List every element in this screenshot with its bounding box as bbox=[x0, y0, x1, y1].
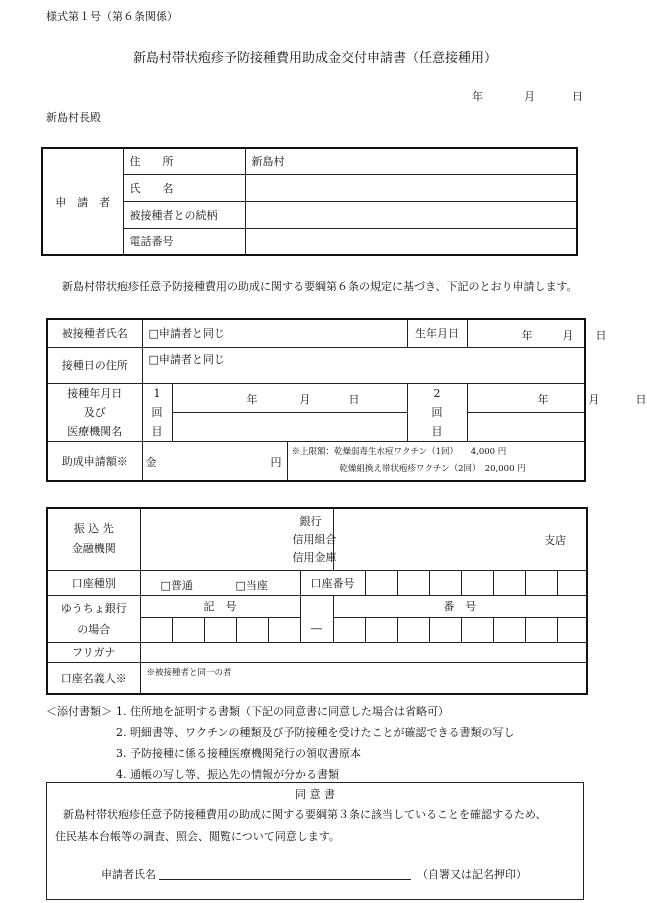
same-as-applicant-checkbox-2[interactable]: □申請者と同じ bbox=[148, 352, 225, 366]
dose-2-institution-field[interactable] bbox=[467, 412, 585, 441]
furigana-label: フリガナ bbox=[47, 642, 140, 662]
attachments-label: ＜添付書類＞ bbox=[46, 705, 112, 718]
symbol-digit-2[interactable] bbox=[172, 617, 204, 642]
vaccination-address-field[interactable] bbox=[142, 347, 585, 383]
number-digit-8[interactable] bbox=[557, 617, 587, 642]
attachment-item-2: 2. 明細書等、ワクチンの種類及び予防接種を受けたことが確認できる書類の写し bbox=[116, 726, 515, 739]
date-institution-label bbox=[47, 383, 142, 441]
holder-label: 口座名義人※ bbox=[47, 662, 140, 694]
phone-field[interactable] bbox=[245, 228, 577, 255]
amount-label: 助成申請額※ bbox=[47, 441, 142, 481]
amount-field[interactable] bbox=[142, 441, 287, 481]
account-digit-6[interactable] bbox=[525, 570, 557, 595]
date-institution-label-1: 接種年月日 bbox=[67, 386, 123, 400]
dose-1-institution-field[interactable] bbox=[172, 412, 407, 441]
dose-1-me: 目 bbox=[151, 424, 163, 438]
dose-2-label bbox=[407, 383, 467, 441]
phone-label: 電話番号 bbox=[123, 228, 245, 255]
applicant-table bbox=[41, 147, 578, 256]
applicant-section-label: 申 請 者 bbox=[42, 148, 123, 255]
symbol-digit-4[interactable] bbox=[236, 617, 268, 642]
bank-label-2: 金融機関 bbox=[71, 542, 116, 556]
yucho-label bbox=[47, 595, 140, 642]
signer-name-field[interactable] bbox=[159, 879, 411, 880]
address-field[interactable]: 新島村 bbox=[245, 148, 577, 174]
account-type-field bbox=[140, 570, 300, 595]
number-digit-1[interactable] bbox=[333, 617, 365, 642]
date-month: 月 bbox=[524, 90, 535, 103]
symbol-digit-3[interactable] bbox=[204, 617, 236, 642]
date-year: 年 bbox=[472, 90, 483, 103]
date-institution-label-3: 医療機関名 bbox=[67, 424, 123, 438]
addressee: 新島村長殿 bbox=[46, 111, 101, 124]
number-digit-4[interactable] bbox=[429, 617, 461, 642]
number-digit-2[interactable] bbox=[365, 617, 397, 642]
page-title: 新島村帯状疱疹予防接種費用助成金交付申請書（任意接種用） bbox=[132, 51, 497, 66]
account-digit-1[interactable] bbox=[365, 570, 397, 595]
birth-month: 月 bbox=[562, 329, 574, 342]
branch-field[interactable] bbox=[333, 508, 587, 570]
amount-suffix: 円 bbox=[270, 455, 282, 469]
relation-field[interactable] bbox=[245, 201, 577, 228]
form-number: 様式第１号（第６条関係） bbox=[46, 10, 178, 23]
dose-1-day: 日 bbox=[348, 392, 360, 406]
same-as-applicant-checkbox[interactable]: □申請者と同じ bbox=[148, 327, 225, 341]
patient-name-field[interactable] bbox=[142, 319, 407, 347]
statement-text: 新島村帯状疱疹任意予防接種費用の助成に関する要綱第６条の規定に基づき、下記のとおり申請します。 bbox=[62, 280, 578, 293]
consent-text-2: 住民基本台帳等の調査、照会、閲覧について同意します。 bbox=[55, 830, 340, 843]
consent-text-1: 新島村帯状疱疹任意予防接種費用の助成に関する要綱第３条に該当していることを確認するため、 bbox=[63, 808, 547, 821]
bank-type-credit-bank: 信用金庫 bbox=[292, 551, 337, 564]
name-label: 氏 名 bbox=[123, 174, 245, 201]
ordinary-checkbox[interactable]: □普通 bbox=[160, 578, 193, 592]
vaccination-table bbox=[46, 318, 647, 482]
dose-2-year: 年 bbox=[537, 392, 549, 406]
number-label: 番 号 bbox=[333, 595, 587, 617]
birth-date-label: 生年月日 bbox=[407, 319, 467, 347]
account-digit-2[interactable] bbox=[397, 570, 429, 595]
bank-types bbox=[293, 513, 337, 567]
dose-2-date-field[interactable] bbox=[467, 383, 647, 412]
account-digit-3[interactable] bbox=[429, 570, 461, 595]
sign-note: （自署又は記名押印） bbox=[417, 868, 527, 881]
furigana-field[interactable] bbox=[140, 642, 587, 662]
date-institution-label-2: 及び bbox=[83, 405, 106, 419]
dose-2-kai: 回 bbox=[431, 405, 443, 419]
symbol-digit-1[interactable] bbox=[140, 617, 172, 642]
dose-2-num: 2 bbox=[433, 386, 441, 400]
account-type-label: 口座種別 bbox=[47, 570, 140, 595]
signer-label: 申請者氏名 bbox=[101, 868, 156, 881]
vaccination-address-label: 接種日の住所 bbox=[47, 347, 142, 383]
account-digit-5[interactable] bbox=[493, 570, 525, 595]
limit-note bbox=[287, 441, 585, 481]
amount-prefix: 金 bbox=[145, 455, 157, 469]
birth-date-field[interactable] bbox=[467, 319, 607, 347]
symbol-label: 記 号 bbox=[140, 595, 300, 617]
dose-1-month: 月 bbox=[299, 392, 311, 406]
bank-type-credit-union: 信用組合 bbox=[292, 533, 337, 546]
account-digit-4[interactable] bbox=[461, 570, 493, 595]
limit-line-1: ※上限額：乾燥弱毒生水痘ワクチン（1回） 4,000 円 bbox=[291, 446, 507, 457]
date-day: 日 bbox=[572, 90, 583, 103]
attachment-item-1: 1. 住所地を証明する書類（下記の同意書に同意した場合は省略可） bbox=[116, 705, 449, 718]
number-digit-6[interactable] bbox=[493, 617, 525, 642]
limit-line-2: 乾燥組換え帯状疱疹ワクチン（2回） 20,000 円 bbox=[339, 463, 526, 474]
patient-name-label: 被接種者氏名 bbox=[47, 319, 142, 347]
relation-label: 被接種者との続柄 bbox=[123, 201, 245, 228]
bank-name-field[interactable] bbox=[140, 508, 337, 570]
consent-box bbox=[46, 782, 584, 900]
bank-type-bank: 銀行 bbox=[299, 515, 322, 528]
bank-label-1: 振 込 先 bbox=[73, 522, 114, 536]
birth-year: 年 bbox=[521, 329, 533, 342]
current-checkbox[interactable]: □当座 bbox=[235, 578, 268, 592]
bank-label bbox=[47, 508, 140, 570]
branch-label: 支店 bbox=[544, 534, 567, 547]
attachment-item-3: 3. 予防接種に係る接種医療機関発行の領収書原本 bbox=[116, 747, 361, 760]
dose-1-kai: 回 bbox=[151, 405, 163, 419]
dose-1-label bbox=[142, 383, 172, 441]
yucho-label-2: の場合 bbox=[77, 622, 111, 636]
number-digit-7[interactable] bbox=[525, 617, 557, 642]
dose-2-month: 月 bbox=[588, 392, 600, 406]
dose-2-day: 日 bbox=[635, 392, 647, 406]
bank-table bbox=[46, 507, 588, 695]
name-field[interactable] bbox=[245, 174, 577, 201]
yucho-label-1: ゆうちょ銀行 bbox=[60, 601, 127, 615]
consent-title: 同 意 書 bbox=[295, 788, 335, 801]
birth-day: 日 bbox=[595, 329, 607, 342]
address-label: 住 所 bbox=[123, 148, 245, 174]
symbol-number-dash: ― bbox=[300, 595, 333, 642]
symbol-digit-5[interactable] bbox=[268, 617, 300, 642]
dose-1-year: 年 bbox=[246, 392, 258, 406]
number-digit-5[interactable] bbox=[461, 617, 493, 642]
account-number-label: 口座番号 bbox=[300, 570, 365, 595]
dose-1-num: 1 bbox=[153, 386, 161, 400]
dose-2-me: 目 bbox=[431, 424, 443, 438]
dose-1-date-field[interactable] bbox=[172, 383, 407, 412]
account-digit-7[interactable] bbox=[557, 570, 587, 595]
holder-note: ※被接種者と同一の者 bbox=[146, 667, 232, 678]
attachment-item-4: 4. 通帳の写し等、振込先の情報が分かる書類 bbox=[116, 768, 339, 781]
number-digit-3[interactable] bbox=[397, 617, 429, 642]
holder-field[interactable] bbox=[140, 662, 587, 694]
